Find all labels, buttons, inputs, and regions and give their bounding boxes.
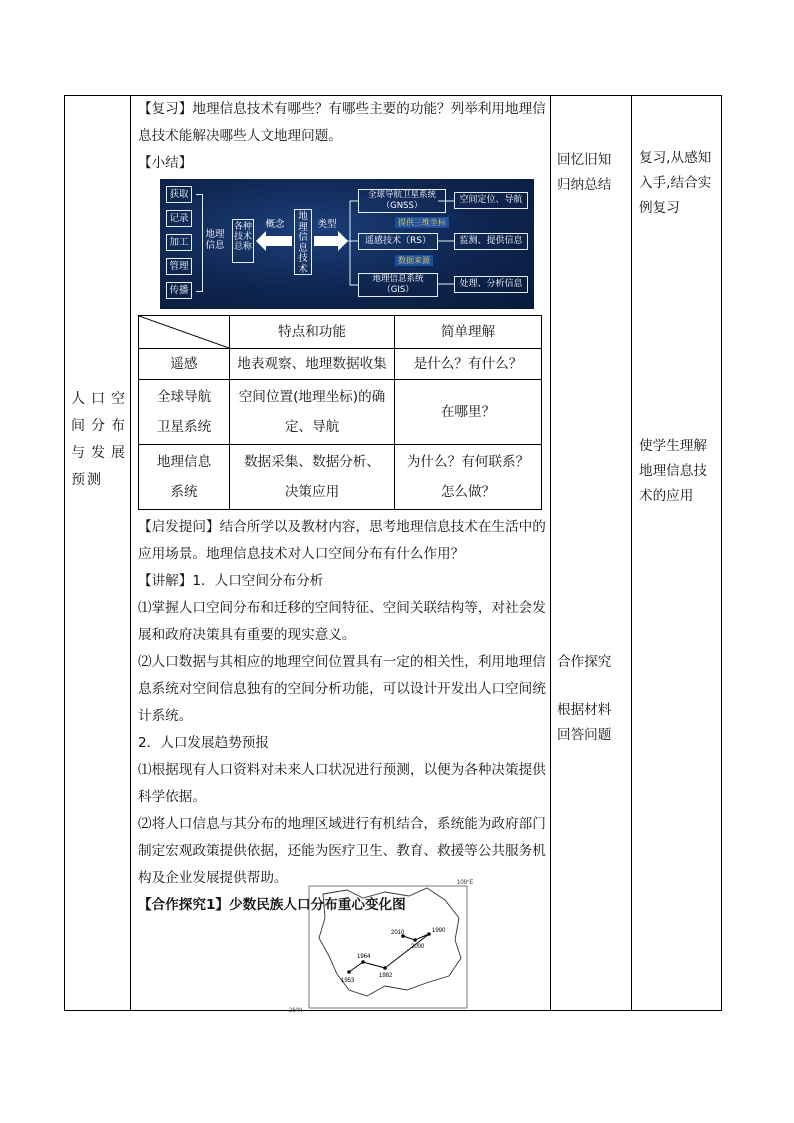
diagram-rs-box: 遥感技术（RS） xyxy=(358,233,438,250)
lesson-table xyxy=(64,95,722,1014)
lecture-heading-2: 2．人口发展趋势预报 xyxy=(138,735,269,751)
activity-review: 回忆旧知归纳总结 xyxy=(557,152,612,193)
diagram-gnss-func: 空间定位、导航 xyxy=(454,192,528,209)
table-cell-feature: 地表观察、地理数据收集 xyxy=(230,349,395,380)
table-row xyxy=(139,349,542,380)
lon-label: 109°E xyxy=(457,880,474,886)
lecture-tag: 【讲解】 xyxy=(138,573,193,589)
table-cell-simple: 在哪里？ xyxy=(395,380,542,445)
table-row xyxy=(139,445,542,510)
year-label: 2000 xyxy=(411,944,425,950)
lecture-p4: ⑵将人口信息与其分布的地理区域进行有机结合，系统能为政府部门制定宏观政策提供依据，还能为医疗卫生、教育、救援等公共服务机构及企业发展提供帮助。 xyxy=(138,816,546,886)
table-cell-feature: 空间位置(地理坐标)的确定、导航 xyxy=(230,380,395,445)
population-centroid-map xyxy=(289,878,489,1014)
lat-label: 26°N xyxy=(289,1008,303,1014)
coop-title: 少数民族人口分布重心变化图 xyxy=(229,897,406,913)
diagram-connector-lines xyxy=(438,199,454,299)
lecture-p3: ⑴根据现有人口资料对未来人口状况进行预测，以便为各种决策提供科学依据。 xyxy=(138,762,546,805)
centroid-path xyxy=(349,934,429,972)
year-label: 1982 xyxy=(379,973,393,979)
year-label: 1964 xyxy=(357,954,371,960)
diagram-item-manage: 管理 xyxy=(166,258,192,275)
table-header-row xyxy=(139,316,542,349)
table-cell-name: 地理信息系统 xyxy=(139,445,230,510)
diagram-gis-func: 处理、分析信息 xyxy=(454,276,528,293)
diagram-center-box: 地理信息技术 xyxy=(294,209,312,275)
table-cell-simple: 为什么？有何联系？怎么做？ xyxy=(395,445,542,510)
goal-understand: 使学生理解地理信息技术的应用 xyxy=(639,438,707,504)
inspire-text: 结合所学以及教材内容，思考地理信息技术在生活中的应用场景。地理信息技术对人口空间分布有什么作用？ xyxy=(138,519,546,562)
diagram-type: 类型 xyxy=(317,219,337,230)
content-cell xyxy=(138,96,550,919)
column-divider xyxy=(631,96,632,1010)
diagram-gnss-box: 全球导航卫星系统（GNSS） xyxy=(358,189,446,213)
diagram-geo-info: 地理信息 xyxy=(205,229,225,251)
activity-coop: 合作探究 xyxy=(557,654,612,670)
table-cell-name: 遥感 xyxy=(139,349,230,380)
summary-tag: 【小结】 xyxy=(138,155,193,171)
table-header: 简单理解 xyxy=(395,316,542,349)
concept-diagram xyxy=(160,179,534,309)
lecture-heading-1 xyxy=(138,568,550,595)
diagram-item-record: 记录 xyxy=(166,210,192,227)
topic-cell: 人口空间分布与发展预测 xyxy=(71,391,127,488)
coop-tag: 【合作探究1】 xyxy=(138,897,230,913)
review-paragraph xyxy=(138,96,550,150)
diagram-gis-box: 地理信息系统（GIS） xyxy=(358,273,438,297)
centroid-point xyxy=(427,932,431,936)
diagram-item-spread: 传播 xyxy=(166,282,192,299)
diagram-rs-func: 监测、提供信息 xyxy=(454,233,528,250)
diagonal-line xyxy=(139,316,229,348)
diagram-item-acquire: 获取 xyxy=(166,186,192,203)
table-cell-feature: 数据采集、数据分析、决策应用 xyxy=(230,445,395,510)
diagram-general-box: 各种技术总称 xyxy=(232,219,254,263)
table-header: 特点和功能 xyxy=(230,316,395,349)
lecture-p2: ⑵人口数据与其相应的地理空间位置具有一定的相关性，利用地理信息系统对空间信息独有的空间分析功能，可以设计开发出人口空间统计系统。 xyxy=(138,654,546,724)
column-divider xyxy=(130,96,131,1010)
review-tag: 【复习】 xyxy=(138,101,193,117)
goal-review: 复习,从感知入手,结合实例复习 xyxy=(639,150,712,216)
centroid-point xyxy=(347,970,351,974)
year-label: 1953 xyxy=(341,978,355,984)
year-label: 1990 xyxy=(432,928,446,934)
diagram-label-coord: 提供三维坐标 xyxy=(395,217,449,228)
diagram-concept: 概念 xyxy=(265,219,285,230)
activity-answer: 根据材料回答问题 xyxy=(557,702,612,743)
year-label: 2010 xyxy=(391,930,405,936)
inspire-tag: 【启发提问】 xyxy=(138,519,220,535)
review-text: 地理信息技术有哪些？有哪些主要的功能？列举利用地理信息技术能解决哪些人文地理问题。 xyxy=(138,101,546,144)
map-svg xyxy=(289,878,489,1014)
table-cell-simple: 是什么？有什么？ xyxy=(395,349,542,380)
inspire-paragraph xyxy=(138,514,550,568)
right-arrow-icon xyxy=(314,231,348,251)
centroid-point xyxy=(413,938,417,942)
table-corner-cell xyxy=(139,316,230,349)
left-arrow-icon xyxy=(256,231,292,251)
table-cell-name: 全球导航卫星系统 xyxy=(139,380,230,445)
diagram-bracket xyxy=(196,194,203,292)
centroid-point xyxy=(361,960,365,964)
centroid-point xyxy=(383,966,387,970)
lecture-p1: ⑴掌握人口空间分布和迁移的空间特征、空间关联结构等，对社会发展和政府决策具有重要的现实意义。 xyxy=(138,600,546,643)
diagram-label-source: 数据来源 xyxy=(395,255,433,266)
diagram-branch-lines xyxy=(346,199,358,289)
tech-comparison-table xyxy=(138,315,542,510)
diagram-item-process: 加工 xyxy=(166,234,192,251)
lecture-h1: 1．人口空间分布分析 xyxy=(192,573,324,589)
table-row xyxy=(139,380,542,445)
column-divider xyxy=(550,96,551,1010)
